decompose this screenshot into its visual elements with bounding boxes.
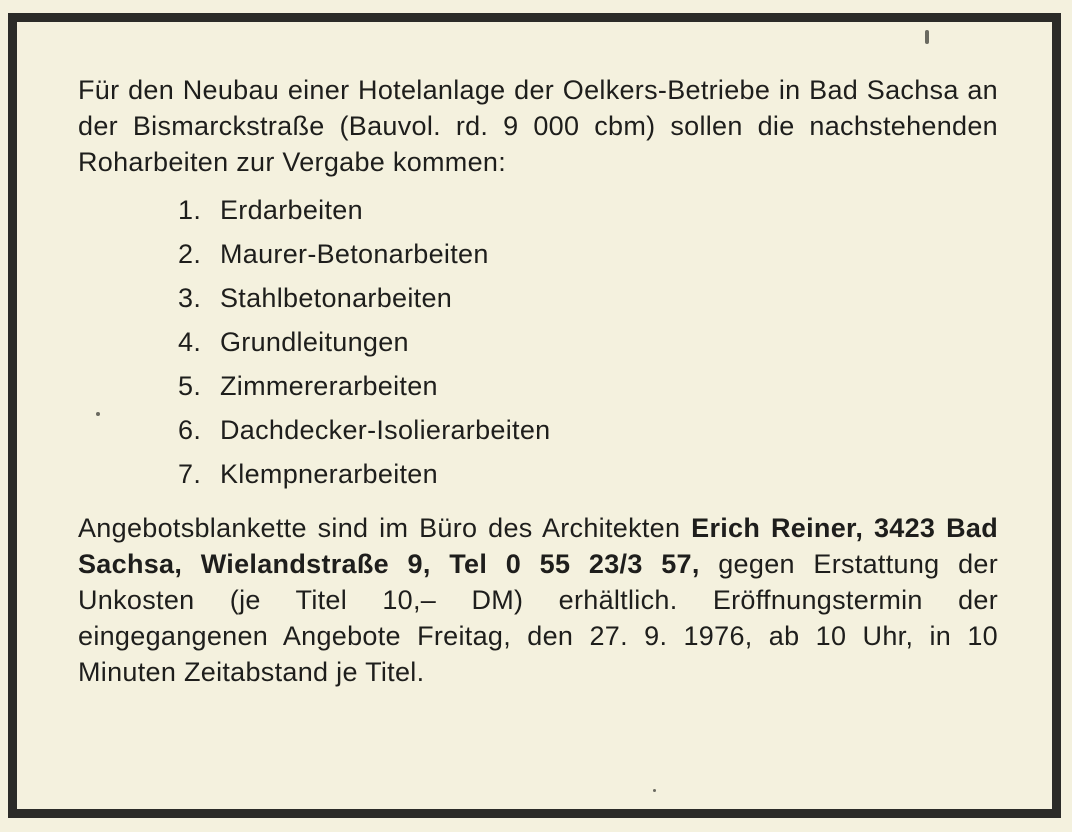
item-number: 5.: [178, 371, 202, 401]
frame-border-left: [8, 13, 17, 818]
announcement-text: [78, 72, 998, 690]
list-item: [178, 276, 998, 320]
list-item: [178, 188, 998, 232]
list-item: [178, 408, 998, 452]
closing-lead-text: Angebotsblankette sind im Büro des Architekten: [78, 513, 692, 543]
architect-contact: Erich Reiner, 3423 Bad Sachsa, Wielandstraße 9, Tel 0 55 23/3 57,: [78, 513, 998, 579]
item-label: Maurer-Betonarbeiten: [220, 239, 489, 269]
list-item: [178, 364, 998, 408]
frame-border-bottom: [12, 809, 1060, 818]
intro-paragraph: Für den Neubau einer Hotelanlage der Oelkers-Betriebe in Bad Sachsa an der Bismarckstraße (Bauvol. rd. 9 000 cbm) sollen die nachstehenden Roharbeiten zur Vergabe kommen:: [78, 75, 998, 177]
list-item: [178, 232, 998, 276]
print-speck: [925, 30, 929, 44]
item-number: 7.: [178, 459, 202, 489]
list-item: [178, 320, 998, 364]
item-label: Grundleitungen: [220, 327, 409, 357]
frame-border-right: [1052, 13, 1061, 818]
closing-paragraph: [78, 510, 998, 690]
work-items-list: [78, 188, 998, 496]
frame-border-top: [12, 13, 1060, 22]
item-label: Erdarbeiten: [220, 195, 363, 225]
item-label: Stahlbetonarbeiten: [220, 283, 453, 313]
item-number: 4.: [178, 327, 202, 357]
item-number: 3.: [178, 283, 202, 313]
item-label: Zimmererarbeiten: [220, 371, 438, 401]
item-label: Klempnerarbeiten: [220, 459, 438, 489]
item-number: 1.: [178, 195, 202, 225]
list-item: [178, 452, 998, 496]
item-number: 2.: [178, 239, 202, 269]
closing-rest-text: gegen Erstattung der Unkosten (je Titel 10,– DM) erhältlich. Eröffnungstermin der eingegangenen Angebote Freitag, den 27. 9. 1976, ab 10 Uhr, in 10 Minuten Zeitabstand je Titel.: [78, 549, 998, 687]
item-number: 6.: [178, 415, 202, 445]
item-label: Dachdecker-Isolierarbeiten: [220, 415, 551, 445]
print-speck: [653, 789, 656, 792]
